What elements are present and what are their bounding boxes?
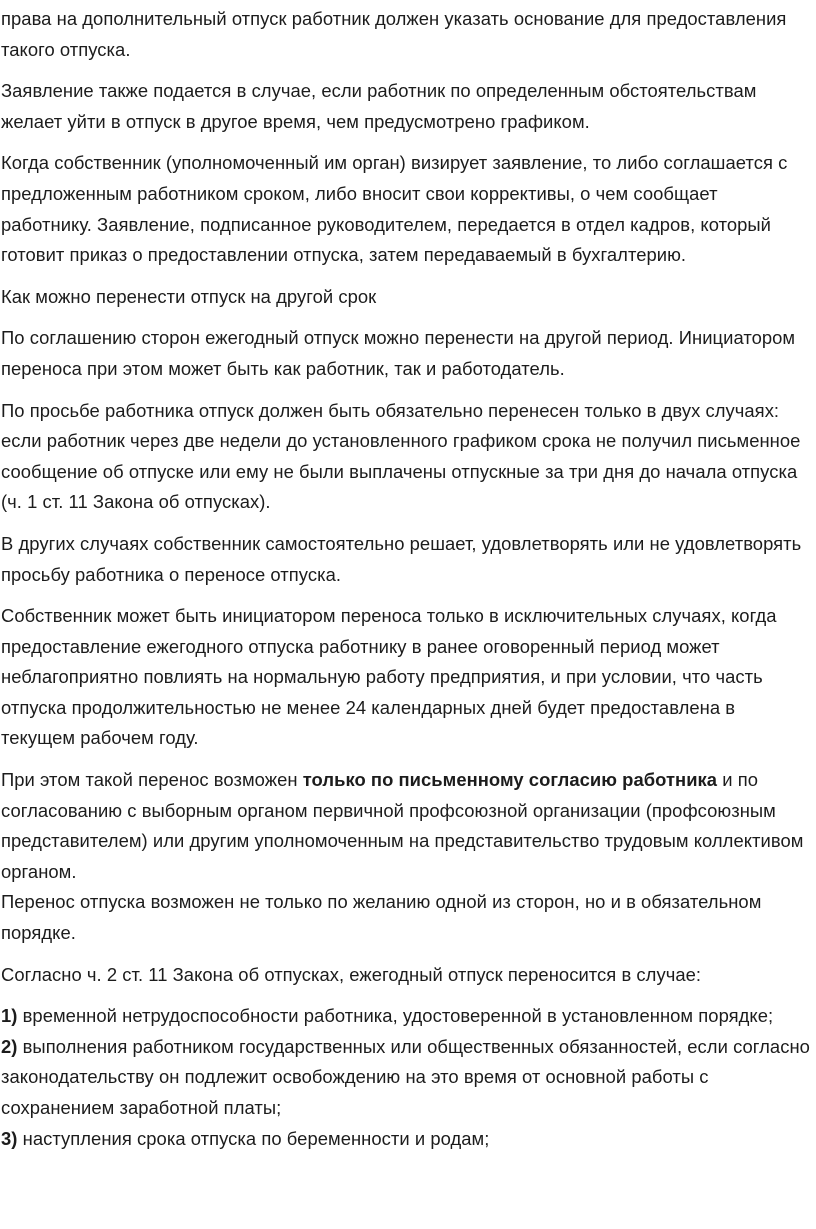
text-run: и по согласованию с выборным органом первичной профсоюзной организации (профсоюзным представителем) или другим уполномоченным на представительство трудовым коллективом органом. <box>1 769 804 882</box>
paragraph: В других случаях собственник самостоятельно решает, удовлетворять или не удовлетворять просьбу работника о переносе отпуска. <box>1 532 802 585</box>
paragraph: права на дополнительный отпуск работник должен указать основание для предоставления такого отпуска. <box>1 8 787 60</box>
list-item <box>1 1032 810 1124</box>
list-item-number: 1) <box>1 1005 18 1027</box>
paragraph <box>1 765 810 887</box>
paragraph: По просьбе работника отпуск должен быть обязательно перенесен только в двух случаях: если работник через две недели до установленного графиком срока не получил письменное сообщение об отпуске или ему не были выплачены отпускные за три дня до начала отпуска (ч. 1 ст. 11 Закона об отпусках). <box>1 399 801 513</box>
list-item <box>1 1001 810 1032</box>
list-item <box>1 1124 810 1155</box>
text-run: При этом такой перенос возможен <box>1 769 303 791</box>
paragraph: Заявление также подается в случае, если работник по определенным обстоятельствам желает уйти в отпуск в другое время, чем предусмотрено графиком. <box>1 80 757 132</box>
paragraph: Перенос отпуска возможен не только по желанию одной из сторон, но и в обязательном порядке. <box>1 891 762 944</box>
list-item-number: 3) <box>1 1127 18 1149</box>
bold-text-run: только по письменному согласию работника <box>302 769 718 791</box>
paragraph: По соглашению сторон ежегодный отпуск можно перенести на другой период. Инициатором переноса при этом может быть как работник, так и работодатель. <box>1 327 796 379</box>
list-item-text: выполнения работником государственных или общественных обязанностей, если согласно законодательству он подлежит освобождению на это время от основной работы с сохранением заработной платы; <box>1 1035 810 1118</box>
paragraph: Согласно ч. 2 ст. 11 Закона об отпусках, ежегодный отпуск переносится в случае: <box>1 963 702 985</box>
list-item-text: наступления срока отпуска по беременности и родам; <box>17 1127 490 1149</box>
paragraph: Когда собственник (уполномоченный им орган) визирует заявление, то либо соглашается с предложенным работником сроком, либо вносит свои коррективы, о чем сообщает работнику. Заявление, подписанное руководителем, передается в отдел кадров, который готовит приказ о предоставлении отпуска, затем передаваемый в бухгалтерию. <box>1 152 788 266</box>
list-item-number: 2) <box>1 1035 18 1057</box>
paragraph: Собственник может быть инициатором переноса только в исключительных случаях, когда предоставление ежегодного отпуска работнику в ранее оговоренный период может неблагоприятно повлиять на нормальную работу предприятия, и при условии, что часть отпуска продолжительностью не менее 24 календарных дней будет предоставлена в текущем рабочем году. <box>1 605 777 749</box>
section-heading: Как можно перенести отпуск на другой срок <box>1 285 377 307</box>
list-item-text: временной нетрудоспособности работника, удостоверенной в установленном порядке; <box>17 1005 774 1027</box>
